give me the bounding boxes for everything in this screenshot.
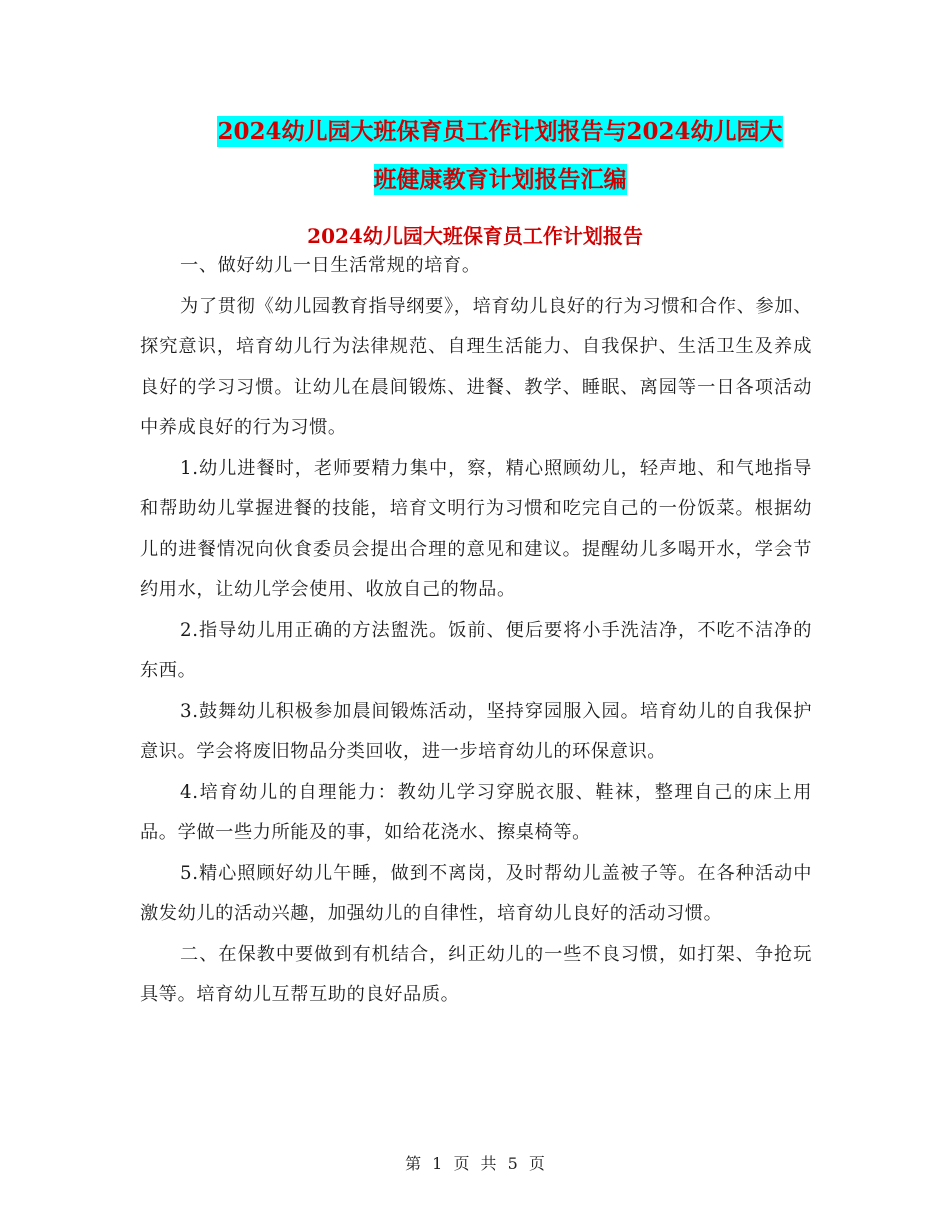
page-footer: 第 1 页 共 5 页 [405,1154,545,1173]
paragraph: 2.指导幼儿用正确的方法盥洗。饭前、便后要将小手洗洁净，不吃不洁净的东西。 [140,619,812,681]
paragraph: 二、在保教中要做到有机结合，纠正幼儿的一些不良习惯，如打架、争抢玩具等。培育幼儿互帮互助的良好品质。 [140,943,812,1005]
document-title [140,108,860,204]
document-body [140,246,812,1016]
document-title-line-1: 2024幼儿园大班保育员工作计划报告与2024幼儿园大 [217,118,783,145]
paragraph: 1.幼儿进餐时，老师要精力集中，察，精心照顾幼儿，轻声地、和气地指导和帮助幼儿掌握进餐的技能，培育文明行为习惯和吃完自己的一份饭菜。根据幼儿的进餐情况向伙食委员会提出合理的意见和建议。提醒幼儿多喝开水，学会节约用水，让幼儿学会使用、收放自己的物品。 [140,457,812,600]
paragraph: 3.鼓舞幼儿积极参加晨间锻炼活动，坚持穿园服入园。培育幼儿的自我保护意识。学会将废旧物品分类回收，进一步培育幼儿的环保意识。 [140,700,812,762]
paragraph: 一、做好幼儿一日生活常规的培育。 [180,255,481,276]
paragraph: 4.培育幼儿的自理能力：教幼儿学习穿脱衣服、鞋袜，整理自己的床上用品。学做一些力所能及的事，如给花浇水、擦桌椅等。 [140,781,812,843]
section-title: 2024幼儿园大班保育员工作计划报告 [307,224,643,248]
paragraph: 为了贯彻《幼儿园教育指导纲要》，培育幼儿良好的行为习惯和合作、参加、探究意识，培育幼儿行为法律规范、自理生活能力、自我保护、生活卫生及养成良好的学习习惯。让幼儿在晨间锻炼、进餐、教学、睡眠、离园等一日各项活动中养成良好的行为习惯。 [140,295,812,438]
document-title-line-2: 班健康教育计划报告汇编 [373,166,627,193]
paragraph: 5.精心照顾好幼儿午睡，做到不离岗，及时帮幼儿盖被子等。在各种活动中激发幼儿的活动兴趣，加强幼儿的自律性，培育幼儿良好的活动习惯。 [140,862,812,924]
